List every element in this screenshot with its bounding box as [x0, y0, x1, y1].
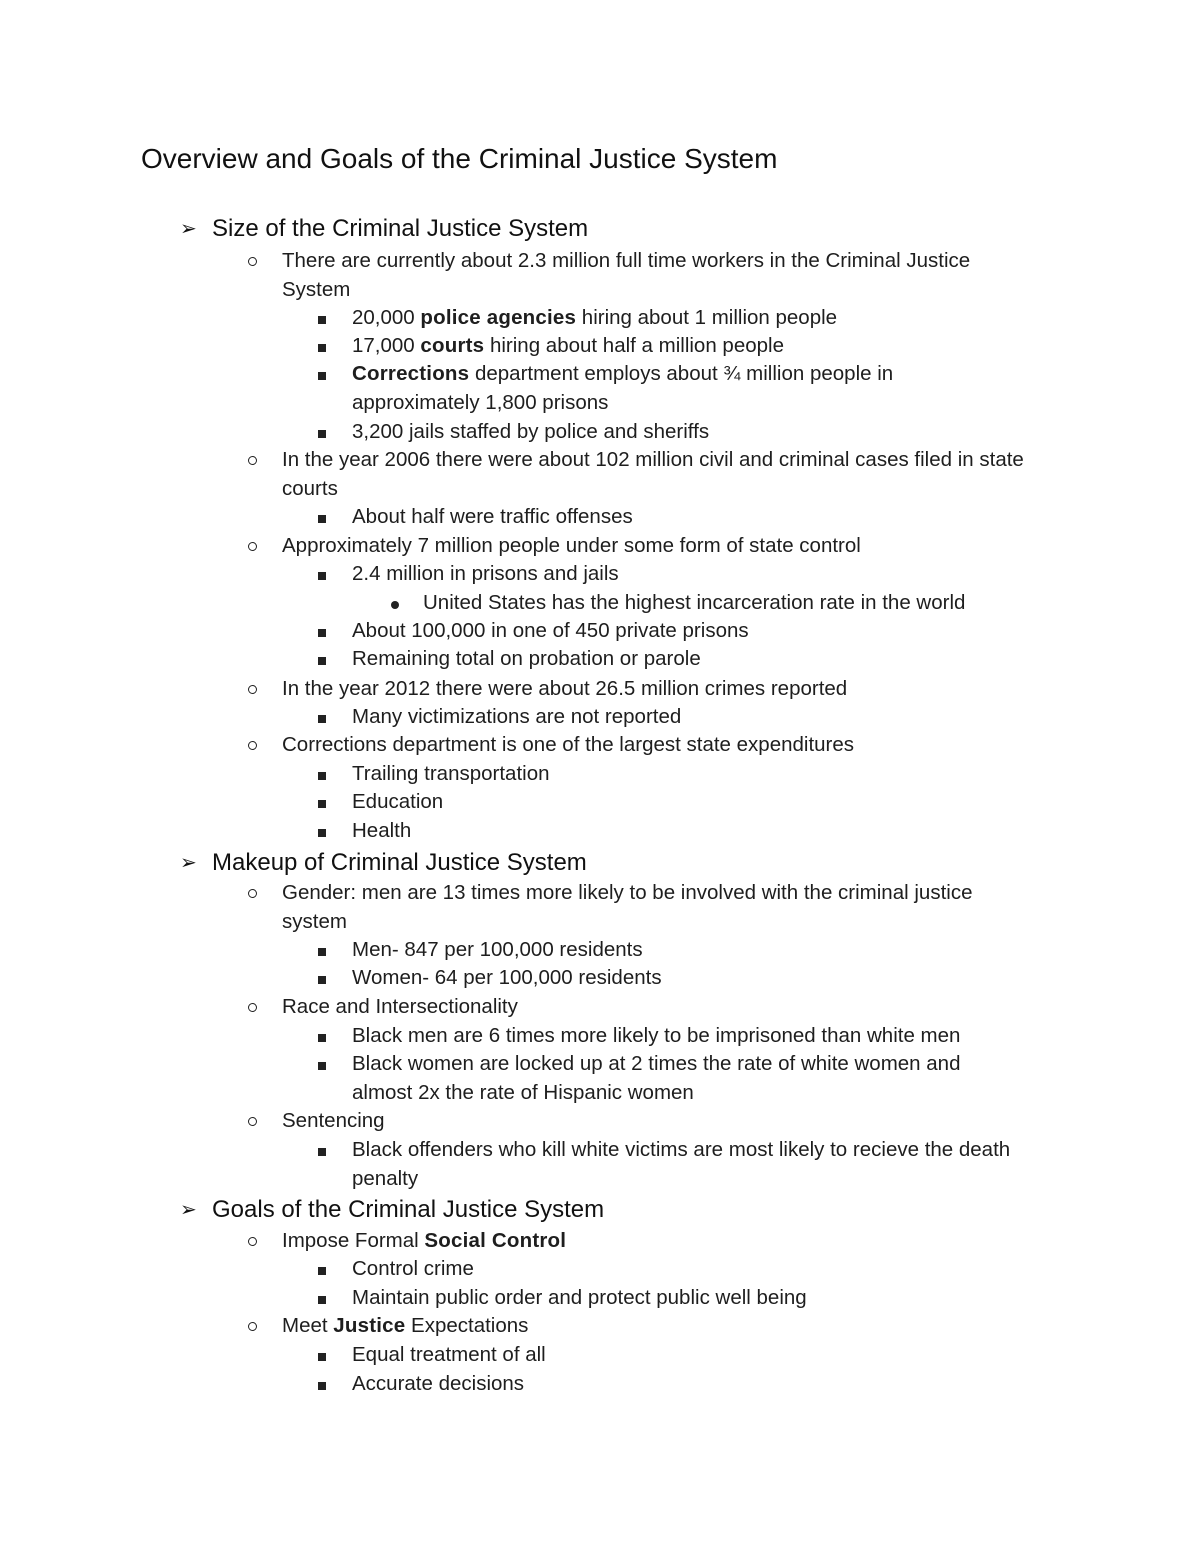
bold-term: Justice	[333, 1314, 406, 1337]
list-item	[282, 247, 1042, 304]
list-item: Impose Formal Social Control	[282, 1227, 1042, 1256]
list-item-text: Remaining total on probation or parole	[352, 647, 701, 670]
list-item-text: Trailing transportation	[352, 762, 550, 785]
list-item-text: About 100,000 in one of 450 private prisons	[352, 619, 749, 642]
section-heading-text: Goals of the Criminal Justice System	[212, 1196, 605, 1223]
square-bullet-icon	[318, 1267, 326, 1275]
arrowhead-bullet-icon: ➢	[180, 1199, 197, 1221]
list-item-text: Black men are 6 times more likely to be imprisoned than white men	[352, 1024, 961, 1047]
list-item-text: Black offenders who kill white victims are most likely to recieve the death penalty	[352, 1138, 1011, 1190]
list-item	[352, 817, 1052, 846]
list-item	[352, 645, 1052, 674]
square-bullet-icon	[318, 1148, 326, 1156]
list-item	[352, 1050, 1012, 1107]
square-bullet-icon	[318, 430, 326, 438]
list-item	[352, 418, 1052, 447]
list-item-text: Health	[352, 819, 412, 842]
list-item	[352, 1284, 1052, 1313]
hollow-circle-bullet-icon	[248, 741, 257, 750]
hollow-circle-bullet-icon	[248, 889, 257, 898]
square-bullet-icon	[318, 976, 326, 984]
list-item-text: 3,200 jails staffed by police and sheriffs	[352, 420, 710, 443]
list-item	[352, 1370, 1052, 1399]
list-item	[352, 964, 1052, 993]
list-item	[352, 788, 1052, 817]
hollow-circle-bullet-icon	[248, 456, 257, 465]
list-item-text: About half were traffic offenses	[352, 505, 633, 528]
square-bullet-icon	[318, 515, 326, 523]
arrowhead-bullet-icon: ➢	[180, 852, 197, 874]
square-bullet-icon	[318, 1353, 326, 1361]
square-bullet-icon	[318, 629, 326, 637]
list-item	[352, 560, 1052, 589]
section-heading-goals	[180, 1194, 604, 1226]
section-heading-text: Size of the Criminal Justice System	[212, 215, 589, 242]
list-item	[282, 879, 1042, 936]
list-item	[282, 731, 1042, 760]
section-heading-size	[180, 213, 588, 245]
list-item	[282, 446, 1042, 503]
hollow-circle-bullet-icon	[248, 1117, 257, 1126]
list-item-text: Gender: men are 13 times more likely to be involved with the criminal justice system	[282, 881, 973, 933]
bold-term: courts	[420, 334, 485, 357]
hollow-circle-bullet-icon	[248, 685, 257, 694]
list-item: Corrections department employs about ¾ million people in approximately 1,800 prisons	[352, 360, 932, 417]
square-bullet-icon	[318, 657, 326, 665]
hollow-circle-bullet-icon	[248, 1237, 257, 1246]
square-bullet-icon	[318, 372, 326, 380]
list-item-text: Many victimizations are not reported	[352, 705, 682, 728]
list-item	[282, 675, 1042, 704]
square-bullet-icon	[318, 948, 326, 956]
filled-circle-bullet-icon	[391, 601, 399, 609]
list-item-text: Education	[352, 790, 444, 813]
list-item	[352, 1341, 1052, 1370]
list-item	[352, 1022, 1052, 1051]
list-item	[352, 617, 1052, 646]
arrowhead-bullet-icon: ➢	[180, 218, 197, 240]
list-item-text: Corrections department is one of the largest state expenditures	[282, 733, 855, 756]
list-item: 17,000 courts hiring about half a million people	[352, 332, 1052, 361]
list-item-text: United States has the highest incarceration rate in the world	[423, 591, 966, 614]
square-bullet-icon	[318, 572, 326, 580]
list-item: 20,000 police agencies hiring about 1 million people	[352, 304, 1052, 333]
list-item	[352, 760, 1052, 789]
document-title: Overview and Goals of the Criminal Justice System	[141, 143, 778, 174]
list-item	[282, 532, 1042, 561]
square-bullet-icon	[318, 1296, 326, 1304]
section-heading-text: Makeup of Criminal Justice System	[212, 849, 587, 876]
list-item-text: Accurate decisions	[352, 1372, 525, 1395]
list-item	[352, 503, 1052, 532]
list-item-text: In the year 2012 there were about 26.5 million crimes reported	[282, 677, 848, 700]
square-bullet-icon	[318, 829, 326, 837]
list-item	[423, 589, 1063, 618]
hollow-circle-bullet-icon	[248, 1322, 257, 1331]
list-item-text: 2.4 million in prisons and jails	[352, 562, 619, 585]
square-bullet-icon	[318, 1382, 326, 1390]
list-item-text: Equal treatment of all	[352, 1343, 546, 1366]
square-bullet-icon	[318, 1034, 326, 1042]
hollow-circle-bullet-icon	[248, 542, 257, 551]
list-item-text: Men- 847 per 100,000 residents	[352, 938, 643, 961]
hollow-circle-bullet-icon	[248, 257, 257, 266]
section-heading-makeup	[180, 847, 587, 879]
list-item-text: Women- 64 per 100,000 residents	[352, 966, 662, 989]
list-item-text: Race and Intersectionality	[282, 995, 518, 1018]
bold-term: Corrections	[352, 362, 470, 385]
list-item-text: There are currently about 2.3 million full time workers in the Criminal Justice System	[282, 249, 971, 301]
list-item-text: Control crime	[352, 1257, 474, 1280]
hollow-circle-bullet-icon	[248, 1003, 257, 1012]
list-item-text: Maintain public order and protect public well being	[352, 1286, 807, 1309]
square-bullet-icon	[318, 800, 326, 808]
list-item	[352, 703, 1052, 732]
list-item	[352, 936, 1052, 965]
list-item-text: Sentencing	[282, 1109, 385, 1132]
list-item-text: Approximately 7 million people under some form of state control	[282, 534, 861, 557]
bold-term: Social Control	[424, 1229, 567, 1252]
list-item-text: Black women are locked up at 2 times the rate of white women and almost 2x the rate of Hispanic women	[352, 1052, 961, 1104]
square-bullet-icon	[318, 344, 326, 352]
square-bullet-icon	[318, 715, 326, 723]
list-item: Meet Justice Expectations	[282, 1312, 1042, 1341]
bold-term: police agencies	[420, 306, 577, 329]
square-bullet-icon	[318, 772, 326, 780]
list-item-text: In the year 2006 there were about 102 million civil and criminal cases filed in state courts	[282, 448, 1024, 500]
list-item	[352, 1255, 1052, 1284]
list-item	[352, 1136, 1052, 1193]
list-item	[282, 993, 1042, 1022]
list-item	[282, 1107, 1042, 1136]
square-bullet-icon	[318, 316, 326, 324]
square-bullet-icon	[318, 1062, 326, 1070]
